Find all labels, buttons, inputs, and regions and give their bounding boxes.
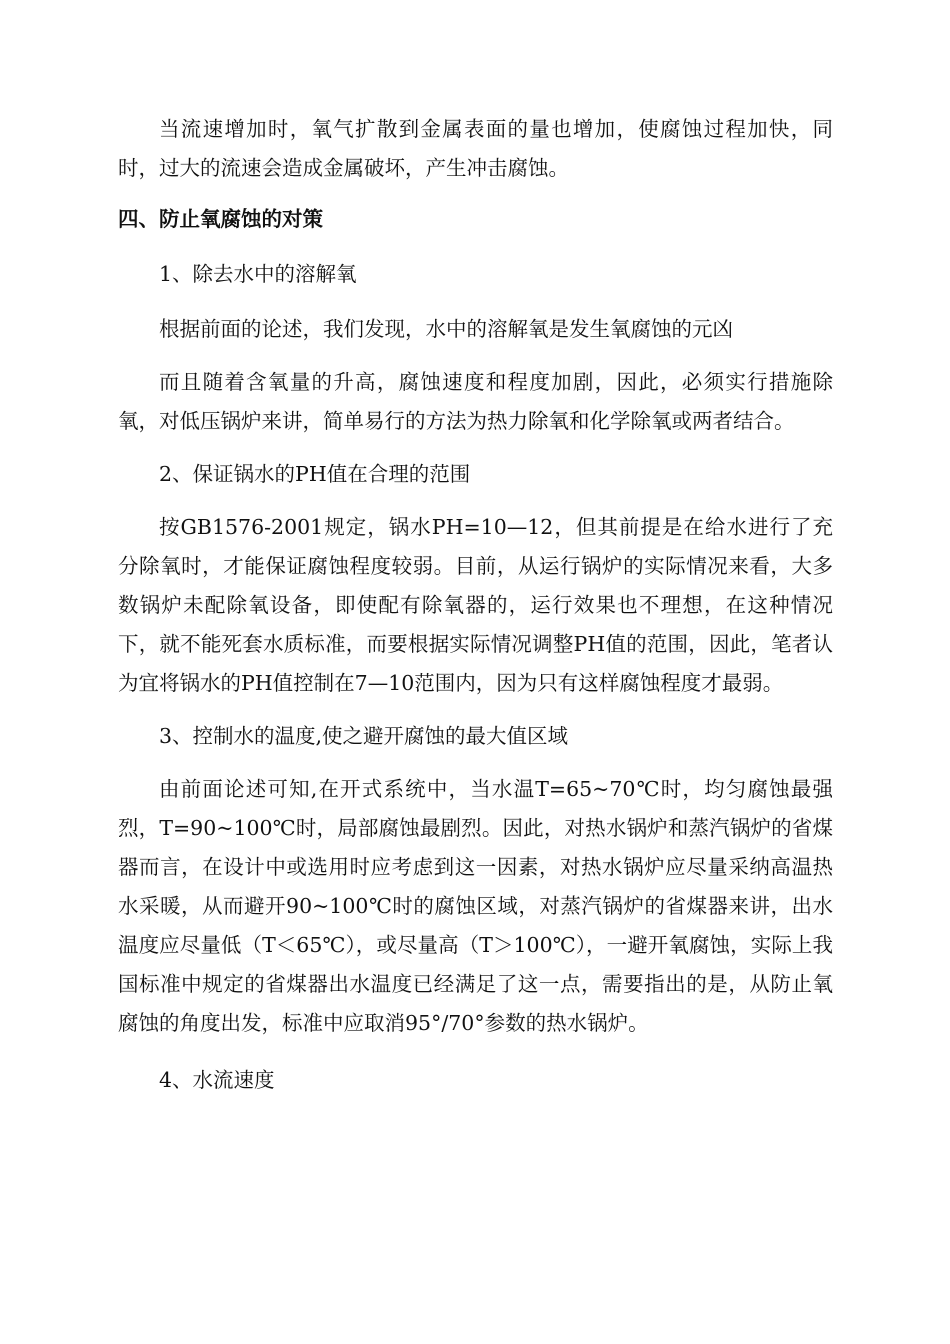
- document-page: [118, 110, 833, 1100]
- item-heading-water-temperature: 3、控制水的温度,使之避开腐蚀的最大值区域: [159, 724, 569, 748]
- item-heading-remove-dissolved-oxygen: 1、除去水中的溶解氧: [159, 262, 357, 286]
- item-heading-ph-range: 2、保证锅水的PH值在合理的范围: [159, 462, 471, 486]
- paragraph-ph-control: 按GB1576-2001规定，锅水PH=10—12，但其前提是在给水进行了充分除氧时，才能保证腐蚀程度较弱。目前，从运行锅炉的实际情况来看，大多数锅炉未配除氧设备，即使配有除氧器的，运行效果也不理想，在这种情况下，就不能死套水质标准，而要根据实际情况调整PH值的范围，因此，笔者认为宜将锅水的PH值控制在7—10范围内，因为只有这样腐蚀程度才最弱。: [118, 515, 833, 695]
- paragraph-flow-velocity-effect: 当流速增加时，氧气扩散到金属表面的量也增加，使腐蚀过程加快，同时，过大的流速会造成金属破坏，产生冲击腐蚀。: [118, 117, 833, 180]
- paragraph-temperature-control: 由前面论述可知,在开式系统中，当水温T=65~70℃时，均匀腐蚀最强烈，T=90~100℃时，局部腐蚀最剧烈。因此，对热水锅炉和蒸汽锅炉的省煤器而言，在设计中或选用时应考虑到这一因素，对热水锅炉应尽量采纳高温热水采暖，从而避开90~100℃时的腐蚀区域，对蒸汽锅炉的省煤器来讲，出水温度应尽量低（T＜65℃），或尽量高（T＞100℃），一避开氧腐蚀，实际上我国标准中规定的省煤器出水温度已经满足了这一点，需要指出的是，从防止氧腐蚀的角度出发，标准中应取消95°/70°参数的热水锅炉。: [118, 777, 833, 1035]
- paragraph-deoxygenation-methods: 而且随着含氧量的升高，腐蚀速度和程度加剧，因此，必须实行措施除氧，对低压锅炉来讲，简单易行的方法为热力除氧和化学除氧或两者结合。: [118, 370, 833, 433]
- paragraph-dissolved-oxygen-culprit: 根据前面的论述，我们发现，水中的溶解氧是发生氧腐蚀的元凶: [159, 317, 733, 341]
- section-heading-oxygen-corrosion-countermeasures: 四、防止氧腐蚀的对策: [118, 207, 323, 231]
- item-heading-water-flow-velocity: 4、水流速度: [159, 1068, 275, 1092]
